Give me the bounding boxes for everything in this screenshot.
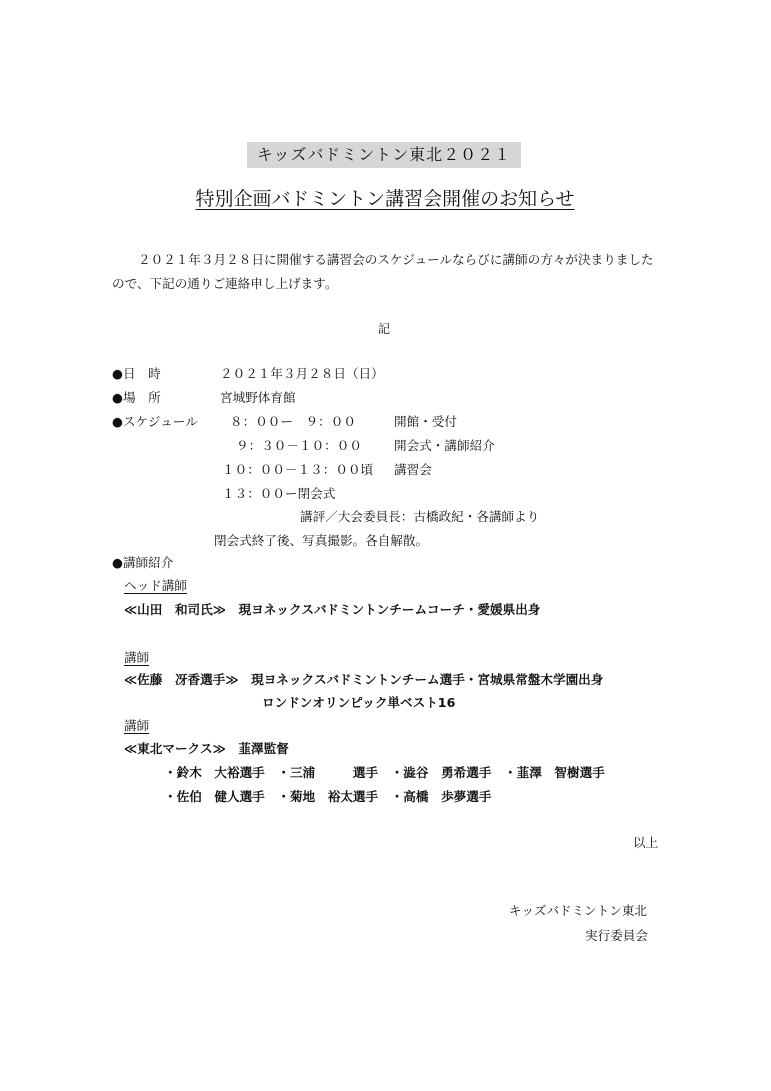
- players-row-2: ・佐伯 健人選手 ・菊地 裕太選手 ・高橋 歩夢選手: [164, 789, 492, 804]
- date-label: ●日 時: [112, 366, 161, 381]
- schedule-time-4: １３：００ー閉会式: [222, 486, 336, 501]
- review-note: 講評／大会委員長：古橋政紀・各講師より: [300, 509, 540, 524]
- place-value: 宮城野体育館: [220, 390, 296, 405]
- date-value: ２０２１年３月２８日（日）: [220, 366, 384, 381]
- schedule-time-2: ９：３０－１０：００: [236, 438, 362, 453]
- schedule-time-3: １０：００－１３：００頃: [222, 462, 374, 477]
- schedule-event-2: 開会式・講師紹介: [394, 438, 495, 453]
- intro-paragraph: [112, 248, 664, 296]
- sato-line-2: ロンドンオリンピック単ベスト16: [262, 695, 456, 710]
- document-title: 特別企画バドミントン講習会開催のお知らせ: [195, 188, 575, 210]
- instructors-label: ●講師紹介: [112, 555, 174, 570]
- place-label: ●場 所: [112, 390, 161, 405]
- schedule-event-1: 開館・受付: [394, 414, 457, 429]
- head-instructor-heading: ヘッド講師: [124, 578, 187, 593]
- organizer-committee: 実行委員会: [585, 928, 648, 943]
- head-instructor-line: ≪山田 和司氏≫ 現ヨネックスバドミントンチームコーチ・愛媛県出身: [124, 602, 541, 617]
- ijou-closing: 以上: [633, 835, 659, 850]
- closing-note: 閉会式終了後、写真撮影。各自解散。: [214, 533, 429, 548]
- event-name-banner: キッズバドミントン東北２０２１: [247, 142, 521, 168]
- instructor-heading-2: 講師: [124, 718, 150, 733]
- schedule-label: ●スケジュール: [112, 414, 198, 429]
- schedule-event-3: 講習会: [394, 462, 432, 477]
- organizer-name: キッズバドミントン東北: [509, 903, 648, 918]
- instructor-heading-1: 講師: [124, 650, 150, 665]
- sato-line: ≪佐藤 冴香選手≫ 現ヨネックスバドミントンチーム選手・宮城県常盤木学園出身: [124, 672, 604, 687]
- tohoku-marks-line: ≪東北マークス≫ 韮澤監督: [124, 741, 289, 756]
- ki-marker: 記: [378, 322, 391, 336]
- schedule-time-1: ８：００ー ９：００: [230, 414, 356, 429]
- players-row-1: ・鈴木 大裕選手 ・三浦 選手 ・澁谷 勇希選手 ・韮澤 智樹選手: [164, 765, 605, 780]
- intro-text: ２０２１年３月２８日に開催する講習会のスケジュールならびに講師の方々が決まりましたので、下記の通りご連絡申し上げます。: [112, 252, 654, 291]
